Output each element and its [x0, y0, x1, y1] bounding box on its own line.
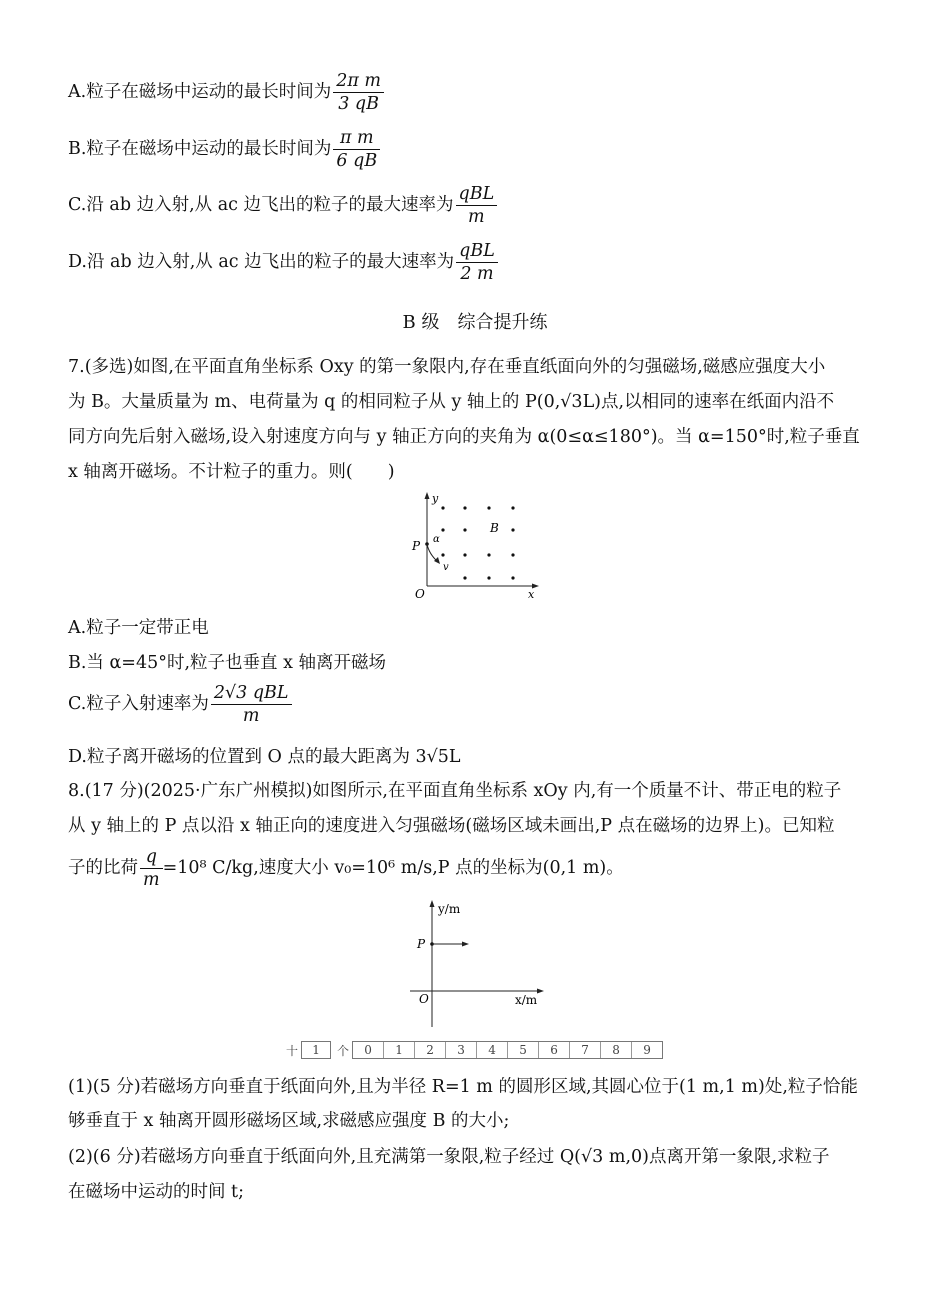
- q8-stem-line-1: 8.(17 分)(2025·广东广州模拟)如图所示,在平面直角坐标系 xOy 内,有一个质量不计、带正电的粒子: [68, 781, 842, 801]
- origin-label: O: [419, 992, 429, 1006]
- digit-cell[interactable]: 0: [353, 1042, 384, 1058]
- digit-cell[interactable]: 1: [384, 1042, 415, 1058]
- unit-label: 个: [337, 1043, 350, 1058]
- x-axis-arrow-icon: [537, 989, 544, 994]
- digit-cell[interactable]: 5: [508, 1042, 539, 1058]
- q8-sub2-line-2: 在磁场中运动的时间 t;: [68, 1182, 244, 1202]
- alpha-label: α: [433, 534, 440, 545]
- fraction: $\frac{\text{π m}}{6 qB}$: [333, 127, 380, 172]
- q6-option-a: A.粒子在磁场中运动的最长时间为 $\frac{\text{2π m}}{3 qB}$: [68, 70, 384, 115]
- digit-cell[interactable]: 9: [643, 1043, 651, 1057]
- q8-sub1-line-1: (1)(5 分)若磁场方向垂直于纸面向外,且为半径 R=1 m 的圆形区域,其圆心位于(1 m,1 m)处,粒子恰能: [68, 1077, 858, 1097]
- answer-grid: [286, 1041, 663, 1059]
- fraction: $\frac{\text{2√3 qBL}}{m}$: [211, 682, 292, 727]
- q8-stem-line-3: 子的比荷 $\frac{q}{m}$ =10⁸ C/kg,速度大小 v₀=10⁶ m/s,P 点的坐标为(0,1 m)。: [68, 847, 624, 890]
- q7-option-b: B.当 α=45°时,粒子也垂直 x 轴离开磁场: [68, 653, 387, 673]
- digit-cell[interactable]: 3: [446, 1042, 477, 1058]
- fraction: $\frac{\text{2π m}}{3 qB}$: [333, 70, 384, 115]
- q7-figure: [405, 490, 550, 602]
- x-label: x/m: [515, 993, 538, 1007]
- q8-sub1-line-2: 够垂直于 x 轴离开圆形磁场区域,求磁感应强度 B 的大小;: [68, 1111, 510, 1131]
- q7-stem-line-3: 同方向先后射入磁场,设入射速度方向与 y 轴正方向的夹角为 α(0≤α≤180°)。当 α=150°时,粒子垂直: [68, 427, 860, 447]
- digit-cell[interactable]: 4: [477, 1042, 508, 1058]
- y-axis-arrow-icon: [430, 900, 435, 907]
- x-label: x: [528, 588, 535, 601]
- q7-stem-line-1: 7.(多选)如图,在平面直角坐标系 Oxy 的第一象限内,存在垂直纸面向外的匀强磁场,磁感应强度大小: [68, 357, 826, 377]
- fraction: $\frac{\text{qBL}}{m}$: [456, 183, 498, 228]
- fraction: $\frac{q}{m}$: [140, 846, 163, 891]
- p-label: P: [412, 539, 421, 553]
- q6-option-c: C.沿 ab 边入射,从 ac 边飞出的粒子的最大速率为 $\frac{\text{qBL}}{m}$: [68, 183, 497, 228]
- v-label: v: [443, 562, 449, 573]
- origin-label: O: [415, 587, 425, 601]
- velocity-arrow-icon: [434, 557, 440, 564]
- q6-option-d: D.沿 ab 边入射,从 ac 边飞出的粒子的最大速率为 $\frac{\text{qBL}}{2 m}$: [68, 240, 498, 285]
- field-dots: [441, 506, 514, 579]
- y-label: y: [432, 492, 439, 505]
- section-heading: B 级 综合提升练: [402, 312, 548, 333]
- b-label: B: [490, 521, 499, 535]
- q7-option-c: C.粒子入射速率为 $\frac{\text{2√3 qBL}}{m}$: [68, 682, 292, 727]
- q6-option-b: B.粒子在磁场中运动的最长时间为 $\frac{\text{π m}}{6 qB}$: [68, 127, 380, 172]
- digit-cell[interactable]: 8: [601, 1042, 632, 1058]
- y-label: y/m: [438, 902, 461, 916]
- y-axis-arrow-icon: [425, 492, 430, 499]
- q8-stem-line-2: 从 y 轴上的 P 点以沿 x 轴正向的速度进入匀强磁场(磁场区域未画出,P 点在磁场的边界上)。已知粒: [68, 816, 835, 836]
- ten-digit-box[interactable]: 1: [301, 1041, 331, 1059]
- q7-option-d: D.粒子离开磁场的位置到 O 点的最大距离为 3√5L: [68, 747, 461, 767]
- q8-figure: [405, 895, 555, 1035]
- digit-cell[interactable]: 2: [415, 1042, 446, 1058]
- unit-digits: [352, 1041, 663, 1059]
- ten-label: 十: [286, 1043, 299, 1058]
- p-label: P: [417, 937, 426, 951]
- velocity-arrow-icon: [462, 942, 469, 947]
- q7-stem-line-4: x 轴离开磁场。不计粒子的重力。则( ): [68, 462, 395, 482]
- digit-cell[interactable]: 7: [570, 1042, 601, 1058]
- q7-stem-line-2: 为 B。大量质量为 m、电荷量为 q 的相同粒子从 y 轴上的 P(0,√3L)点,以相同的速率在纸面内沿不: [68, 392, 835, 412]
- digit-cell[interactable]: 6: [539, 1042, 570, 1058]
- q7-option-a: A.粒子一定带正电: [68, 618, 209, 638]
- q8-sub2-line-1: (2)(6 分)若磁场方向垂直于纸面向外,且充满第一象限,粒子经过 Q(√3 m,0)点离开第一象限,求粒子: [68, 1147, 830, 1167]
- fraction: $\frac{\text{qBL}}{2 m}$: [456, 240, 498, 285]
